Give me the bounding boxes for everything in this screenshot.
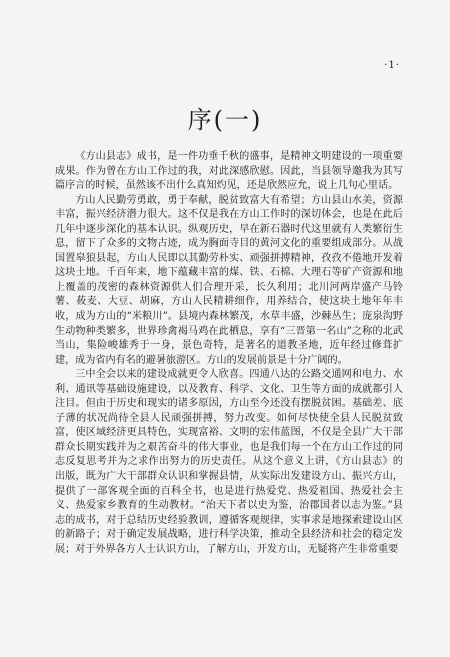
page-title: 序(一): [187, 106, 263, 134]
body-text: [55, 150, 403, 557]
paragraph: 三中全会以来的建设成就更令人欣喜。四通八达的公路交通网和电力、水利、通讯等基础设施建设，以及教育、科学、文化、卫生等方面的成就都引人注目。但由于历史和现实的诸多原因，方山至今还没有摆脱贫困。基础差、底子薄的状况尚待全县人民顽强拼搏，努力改变。如何尽快使全县人民脱贫致富，使区域经济更具特色，实现富裕、文明的宏伟蓝图，不仅是全县广大干部群众长期实践并为之艰苦奋斗的伟大事业，也是我们每一个在方山工作过的同志反复思考并为之求作出努力的历史责任。从这个意义上讲，《方山县志》的出版，既为广大干部群众认识和掌握县情，从实际出发建设方山、振兴方山，提供了一部客观全面的百科全书，也是进行热爱党、热爱祖国、热爱社会主义、热爱家乡教育的生动教材。“治天下者以史为鉴，治郡国者以志为鉴。”县志的成书，对于总结历史经验教训，遵循客观规律，实事求是地探索建设山区的新路子；对于确定发展战略，进行科学决策，推动全县经济和社会的稳定发展；对于外界各方人士认识方山，了解方山，开发方山，无疑将产生非常重要: [55, 369, 403, 555]
page-number: ·1·: [384, 60, 400, 71]
paragraph: 《方山县志》成书，是一件功垂千秋的盛事，是精神文明建设的一项重要成果。作为曾在方山工作过的我，对此深感欣慰。因此，当县领导邀我为其写篇序言的时候，虽然该不出什么真知灼见，还是欣然应允，说上几句心里话。: [55, 151, 403, 192]
paragraph: 方山人民勤劳勇敢，勇于奉献，脱贫致富大有希望；方山县山水美，资源丰富，振兴经济潜力很大。这不仅是我在方山工作时的深切体会，也是在此后几年中逐步深化的基本认识。纵观历史，早在新石器时代这里就有人类繁衍生息，留下了众多的文物古迹，成为胸面寺目的黄河文化的重要组成部分。从战国置皋狼县起，方山人民即以其勤劳朴实、顽强拼搏精神，孜孜不倦地开发着这块土地。千百年来，地下蕴藏丰富的煤、铁、石棉、大理石等矿产资源和地上覆盖的茂密的森林资源供人们合理开采，长久利用；北川河两岸盛产马铃薯、莜麦、大豆、胡麻，方山人民精耕细作，用养结合，使这块土地年年丰收，成为方山的“米粮川”。县境内森林繁茂，水草丰盛，沙棘丛生；庞泉沟野生动物种类繁多，世界珍禽褐马鸡在此栖息，享有“三晋第一名山”之称的北武当山，集险峻雄秀于一身，景色奇特，是著名的道教圣地，近年经过修葺扩建，成为省内有名的避暑旅游区。方山的发展前景是十分广阔的。: [55, 194, 403, 366]
